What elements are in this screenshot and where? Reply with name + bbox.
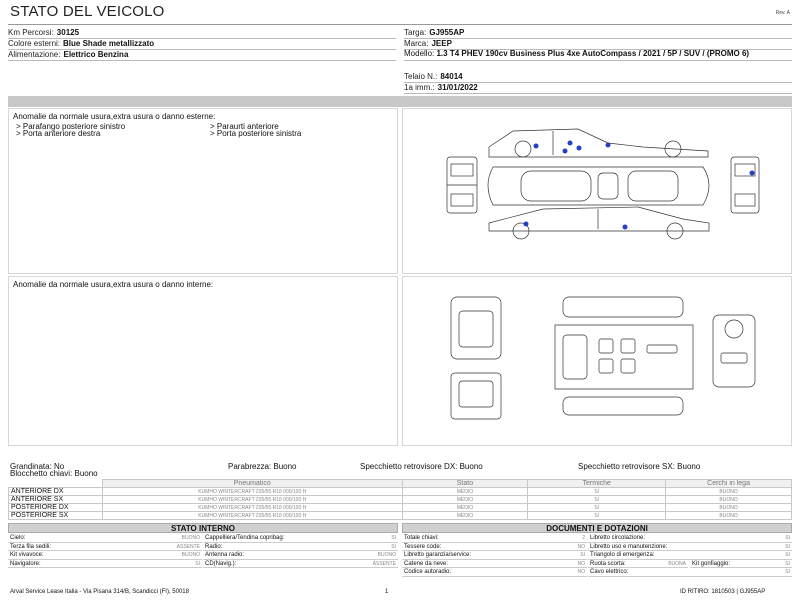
- exterior-damage-title: Anomalie da normale usura,extra usura o danno esterne:: [13, 112, 216, 121]
- tyre-cerchi: BUONO: [666, 504, 792, 512]
- item-label: Kit gonfiaggio:: [692, 560, 731, 567]
- list-item: [8, 551, 202, 560]
- tyre-cerchi: BUONO: [666, 512, 792, 520]
- tyres-header-row: [9, 480, 792, 488]
- tyre-position: POSTERIORE DX: [9, 504, 103, 512]
- item-value: SI: [391, 543, 396, 550]
- item-label: Codice autoradio:: [404, 569, 452, 575]
- footer-page-number: 1: [385, 589, 389, 595]
- tyres-header-termiche: Termiche: [528, 480, 666, 488]
- item-value: SI: [785, 535, 790, 541]
- interior-front-view: [451, 297, 501, 419]
- list-item: [203, 560, 398, 569]
- item-value: SI: [785, 543, 790, 550]
- item-label: Navigatore:: [10, 560, 41, 567]
- list-item: [402, 560, 587, 569]
- tyre-termiche: SI: [528, 504, 666, 512]
- item-label: Libretto circolazione:: [590, 535, 646, 541]
- tyre-model: KUMHO WINTERCRAFT 235/55 R18 000/100 H: [102, 496, 402, 504]
- table-row: [9, 488, 792, 496]
- tyre-stato: MEDIO: [402, 488, 528, 496]
- grandinata-status: Grandinata: No: [10, 462, 65, 471]
- fuel-row: [8, 49, 396, 61]
- damage-marker: [568, 141, 573, 146]
- list-item: [8, 543, 202, 552]
- damage-marker: [606, 143, 611, 148]
- targa-label: Targa:: [404, 28, 427, 37]
- modello-row: [404, 48, 792, 61]
- tyre-position: POSTERIORE SX: [9, 512, 103, 520]
- interior-damage-panel: [8, 276, 398, 446]
- km-label: Km Percorsi:: [8, 28, 54, 37]
- interior-diagram-panel: [402, 276, 792, 446]
- car-front-view: [447, 157, 477, 213]
- item-value: ASSENTE: [372, 560, 396, 567]
- exterior-damage-panel: [8, 108, 398, 274]
- marca-label: Marca:: [404, 39, 429, 48]
- item-label: Cavo elettrico:: [590, 569, 629, 575]
- item-value: BUONA: [668, 560, 686, 567]
- item-value: SI: [195, 560, 200, 567]
- tyre-termiche: SI: [528, 488, 666, 496]
- list-item: [588, 560, 688, 569]
- car-top-view: [488, 167, 709, 205]
- item-label: Totale chiavi:: [404, 535, 439, 541]
- revision-label: Rev. A: [775, 10, 790, 16]
- tyre-cerchi: BUONO: [666, 496, 792, 504]
- footer-company: Arval Service Lease Italia - Via Pisana 314/B, Scandicci (FI), 50018: [10, 589, 189, 595]
- interior-top-view: [555, 297, 693, 415]
- mirror-sx-status: Specchietto retrovisore SX: Buono: [578, 462, 701, 471]
- item-label: Cappelliera/Tendina copribag:: [205, 535, 285, 541]
- documenti-header: DOCUMENTI E DOTAZIONI: [402, 523, 792, 533]
- damage-item: > Parafango posteriore sinistro: [16, 122, 126, 131]
- list-item: [588, 568, 792, 577]
- item-value: BUONO: [377, 552, 396, 558]
- item-value: BUONO: [181, 552, 200, 558]
- tyre-stato: MEDIO: [402, 496, 528, 504]
- item-label: Libretto garanzia/service:: [404, 552, 472, 558]
- list-item: [588, 551, 792, 560]
- interior-dashboard-view: [713, 315, 755, 387]
- tyres-header-stato: Stato: [402, 480, 528, 488]
- item-label: Libretto uso e manutenzione:: [590, 543, 668, 550]
- tyres-header-blank: [9, 480, 103, 488]
- damage-marker: [534, 144, 539, 149]
- car-rear-view: [731, 157, 759, 213]
- key-lock-status: Blocchetto chiavi: Buono: [10, 469, 98, 478]
- table-row: [9, 496, 792, 504]
- list-item: [588, 543, 792, 552]
- stato-interno-header: STATO INTERNO: [8, 523, 398, 533]
- item-label: Antenna radio:: [205, 552, 245, 558]
- item-value: SI: [391, 535, 396, 541]
- list-item: [203, 543, 398, 552]
- page-title: STATO DEL VEICOLO: [10, 3, 165, 20]
- marca-value: JEEP: [431, 39, 452, 48]
- table-row: [9, 504, 792, 512]
- telaio-value: 84014: [440, 72, 463, 81]
- immatricolazione-row: [404, 82, 792, 94]
- fuel-label: Alimentazione:: [8, 50, 61, 59]
- title-divider: [8, 24, 792, 25]
- color-value: Blue Shade metallizzato: [63, 39, 155, 48]
- tyre-position: ANTERIORE SX: [9, 496, 103, 504]
- item-label: Terza fila sedili:: [10, 543, 52, 550]
- item-value: SI: [785, 560, 790, 567]
- list-item: [8, 560, 202, 569]
- tyre-position: ANTERIORE DX: [9, 488, 103, 496]
- footer-id: ID RITIRO: 1810503 | GJ955AP: [680, 589, 766, 595]
- mirror-dx-status: Specchietto retrovisore DX: Buono: [360, 462, 483, 471]
- list-item: [402, 543, 587, 552]
- damage-item: > Porta posteriore sinistra: [210, 129, 302, 138]
- list-item: [402, 551, 587, 560]
- car-interior-diagram: [403, 277, 791, 445]
- item-value: NO: [577, 560, 585, 567]
- item-value: SI: [580, 552, 585, 558]
- telaio-label: Telaio N.:: [404, 72, 438, 81]
- list-item: [8, 534, 202, 543]
- tyres-header-cerchi: Cerchi in lega: [666, 480, 792, 488]
- item-label: CD(Navig.):: [205, 560, 237, 567]
- tyre-termiche: SI: [528, 496, 666, 504]
- list-item: [203, 534, 398, 543]
- item-label: Radio:: [205, 543, 223, 550]
- list-item: [402, 534, 587, 543]
- item-value: BUONO: [181, 535, 200, 541]
- imm-label: 1a imm.:: [404, 83, 435, 92]
- modello-value: 1.3 T4 PHEV 190cv Business Plus 4xe AutoCompass / 2021 / 5P / SUV / (PROMO 6): [436, 49, 750, 58]
- item-value: SI: [785, 569, 790, 575]
- tyre-model: KUMHO WINTERCRAFT 235/55 R18 000/100 H: [102, 512, 402, 520]
- list-item: [402, 568, 587, 577]
- km-value: 30125: [56, 28, 80, 37]
- item-value: NO: [577, 569, 585, 575]
- item-label: Cielo:: [10, 535, 26, 541]
- modello-label: Modello:: [404, 49, 435, 58]
- damage-marker: [623, 225, 628, 230]
- item-label: Triangolo di emergenza:: [590, 552, 655, 558]
- item-label: Kit vivavoce:: [10, 552, 44, 558]
- tyre-model: KUMHO WINTERCRAFT 235/55 R18 000/100 H: [102, 504, 402, 512]
- tyres-header-pneumatico: Pneumatico: [102, 480, 402, 488]
- color-label: Colore esterni:: [8, 39, 61, 48]
- list-item: [203, 551, 398, 560]
- damage-marker: [524, 222, 529, 227]
- item-label: Tessere code:: [404, 543, 442, 550]
- damage-item: > Porta anteriore destra: [16, 129, 101, 138]
- table-row: [9, 512, 792, 520]
- car-side-bottom-view: [489, 207, 709, 239]
- car-side-top-view: [489, 129, 708, 157]
- item-label: Catene da neve:: [404, 560, 449, 567]
- list-item: [588, 534, 792, 543]
- damage-marker: [577, 146, 582, 151]
- item-value: ASSENTE: [176, 543, 200, 550]
- list-item: [690, 560, 792, 569]
- damage-marker: [563, 149, 568, 154]
- damage-marker: [750, 171, 755, 176]
- damage-item: > Paraurti anteriore: [210, 122, 279, 131]
- tyres-table: [8, 479, 792, 520]
- car-exterior-diagram: [403, 109, 791, 273]
- item-value: NO: [577, 543, 585, 550]
- tyre-stato: MEDIO: [402, 512, 528, 520]
- parabrezza-status: Parabrezza: Buono: [228, 462, 297, 471]
- tyre-cerchi: BUONO: [666, 488, 792, 496]
- tyre-termiche: SI: [528, 512, 666, 520]
- item-value: SI: [785, 552, 790, 558]
- tyre-model: KUMHO WINTERCRAFT 235/55 R18 000/100 H: [102, 488, 402, 496]
- item-value: 2: [582, 535, 585, 541]
- tyre-stato: MEDIO: [402, 504, 528, 512]
- exterior-diagram-panel: [402, 108, 792, 274]
- targa-value: GJ955AP: [429, 28, 465, 37]
- section-divider-bar: [8, 96, 792, 107]
- fuel-value: Elettrico Benzina: [63, 50, 129, 59]
- imm-value: 31/01/2022: [437, 83, 478, 92]
- interior-damage-title: Anomalie da normale usura,extra usura o danno interne:: [13, 280, 214, 289]
- item-label: Ruota scorta:: [590, 560, 626, 567]
